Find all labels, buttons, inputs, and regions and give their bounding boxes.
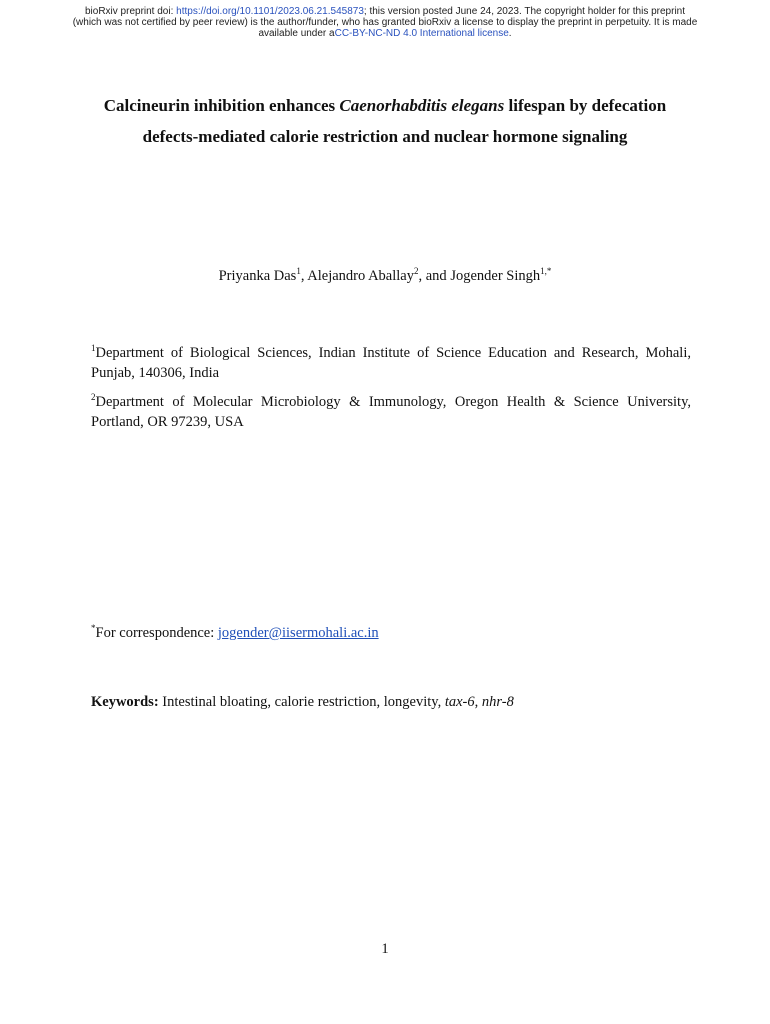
header-doi-label: bioRxiv preprint doi: xyxy=(84,6,177,17)
author-separator: , xyxy=(300,268,308,284)
affiliation-mark: 2 xyxy=(91,392,96,402)
affiliation-text: Department of Molecular Microbiology & Immunology, Oregon Health & Science University, Portland, OR 97239, USA xyxy=(91,394,691,430)
keywords-separator: , xyxy=(474,694,482,710)
preprint-header xyxy=(40,6,730,39)
header-posted-text: ; this version posted June 24, 2023. The copyright holder for this preprint xyxy=(363,6,686,17)
header-line-1 xyxy=(40,6,730,17)
author-name: Priyanka Das xyxy=(218,268,297,284)
affiliation-1 xyxy=(91,343,691,383)
affiliation-text: Department of Biological Sciences, Indian Institute of Science Education and Research, Mohali, Punjab, 140306, India xyxy=(91,345,691,381)
title-part-1: Calcineurin inhibition enhances xyxy=(103,96,340,115)
correspondence xyxy=(91,625,379,642)
paper-title xyxy=(40,90,730,152)
header-license-label: available under a xyxy=(258,28,335,39)
keyword-gene: nhr-8 xyxy=(481,694,514,710)
author-name: Alejandro Aballay xyxy=(307,268,414,284)
correspondence-label: For correspondence: xyxy=(95,625,218,641)
keywords xyxy=(91,694,514,711)
correspondence-email-link[interactable]: jogender@iisermohali.ac.in xyxy=(217,625,379,641)
author-list xyxy=(40,268,730,285)
author-affiliation-mark: 1 xyxy=(296,266,301,276)
affiliation-2 xyxy=(91,392,691,432)
title-species: Caenorhabditis elegans xyxy=(339,96,505,115)
doi-link[interactable]: https://doi.org/10.1101/2023.06.21.545873 xyxy=(176,6,364,17)
author-affiliation-mark: 1,* xyxy=(540,266,552,276)
keywords-text: Intestinal bloating, calorie restriction, longevity, xyxy=(158,694,445,710)
header-line-3 xyxy=(40,28,730,39)
license-link[interactable]: CC-BY-NC-ND 4.0 International license xyxy=(334,28,509,39)
title-line-2: defects-mediated calorie restriction and nuclear hormone signaling xyxy=(142,127,628,146)
affiliation-mark: 1 xyxy=(91,343,96,353)
author-affiliation-mark: 2 xyxy=(414,266,419,276)
correspondence-mark: * xyxy=(91,623,96,633)
title-line-1 xyxy=(40,90,730,121)
keywords-label: Keywords: xyxy=(91,694,159,710)
page-number: 1 xyxy=(381,941,389,957)
keyword-gene: tax-6 xyxy=(444,694,475,710)
header-line-2: (which was not certified by peer review) is the author/funder, who has granted bioRxiv a license to display the preprint in perpetuity. It is made xyxy=(72,17,698,28)
author-name: Jogender Singh xyxy=(450,268,541,284)
author-separator: , and xyxy=(418,268,451,284)
header-period: . xyxy=(508,28,512,39)
title-part-2: lifespan by defecation xyxy=(504,96,667,115)
